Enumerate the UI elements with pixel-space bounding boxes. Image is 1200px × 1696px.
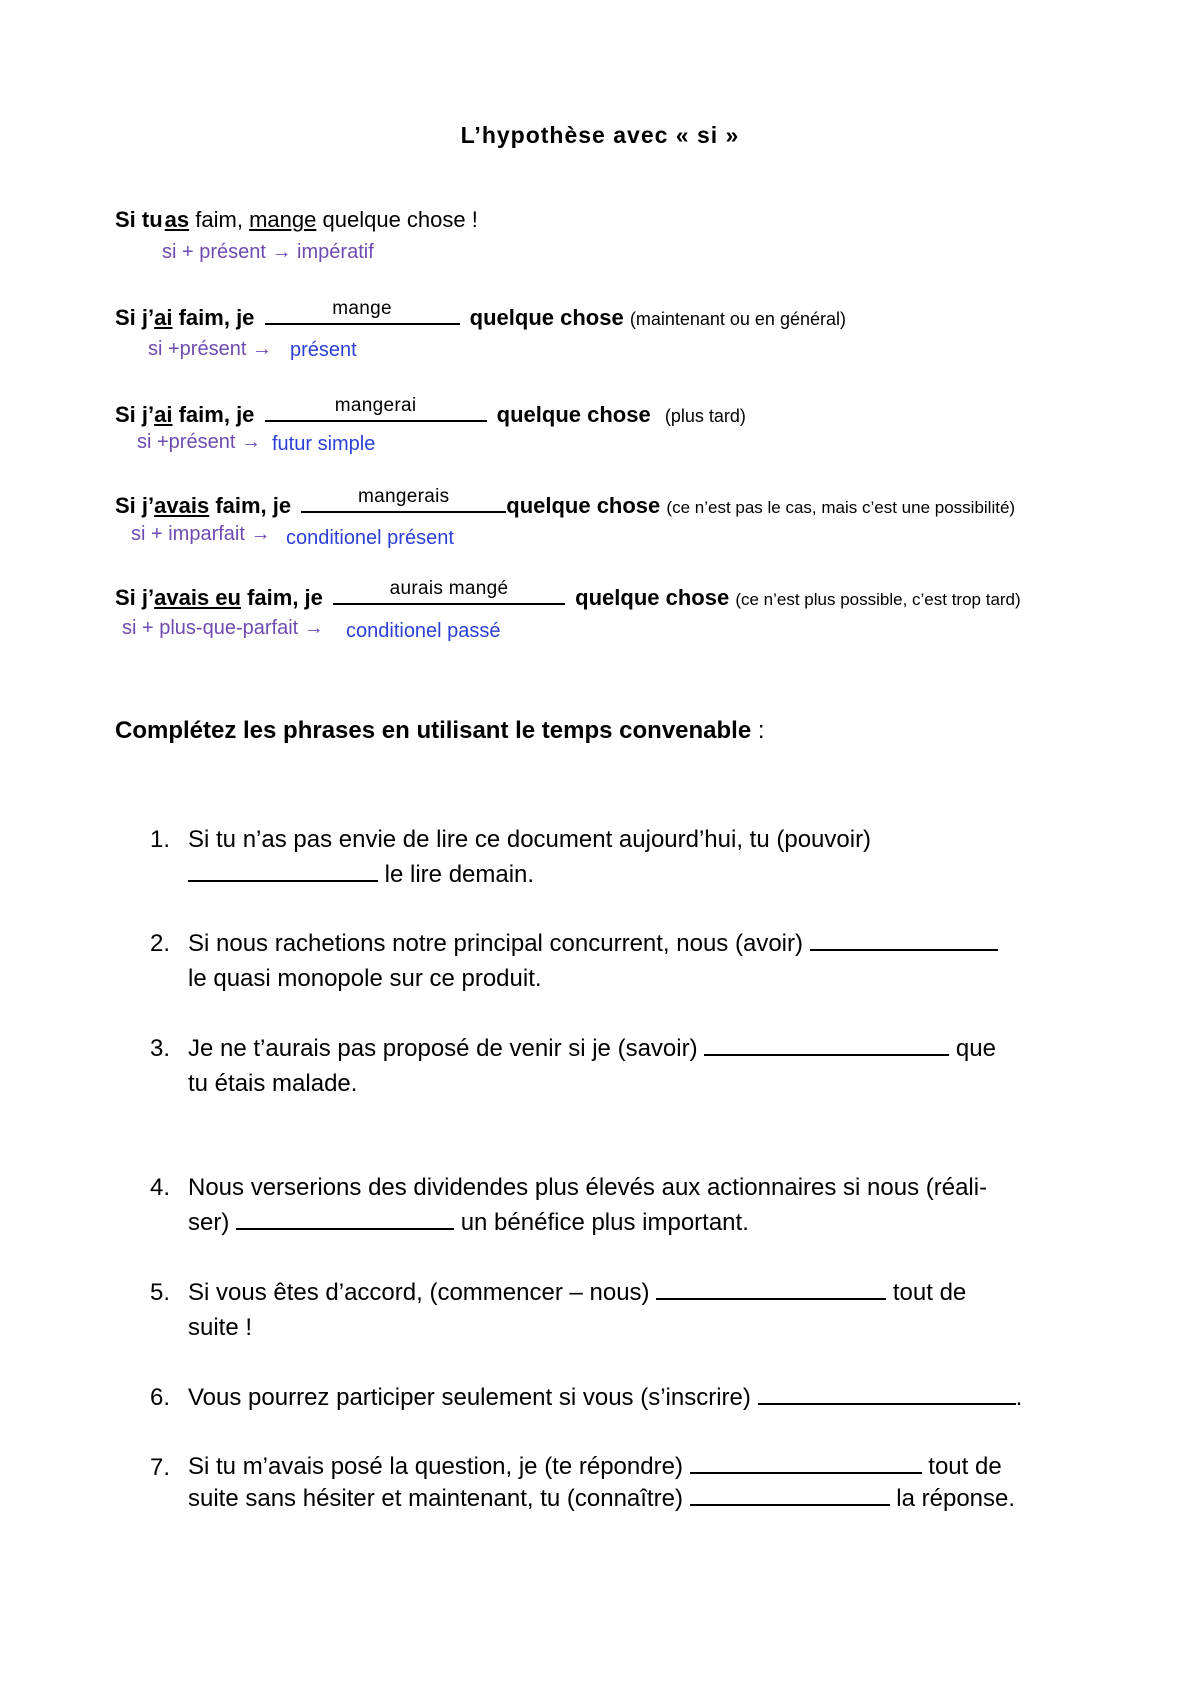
item-line-1: Si tu m’avais posé la question, je (te répondre) [188, 1453, 683, 1480]
item-line-1: Si vous êtes d’accord, (commencer – nous) [188, 1279, 650, 1306]
item-line-2: tu étais malade. [188, 1070, 358, 1097]
example-2-faim: faim, je [178, 305, 255, 330]
answer-blank-1[interactable] [188, 858, 378, 882]
item-line-2: le quasi monopole sur ce produit. [188, 965, 542, 992]
item-line-2: suite ! [188, 1314, 253, 1341]
example-1-si: Si tu [115, 207, 163, 232]
example-3-answer: mangerai [334, 395, 417, 416]
example-5-blank [333, 578, 565, 605]
example-1-faim: faim, [195, 207, 243, 232]
item-number: 1. [150, 826, 171, 853]
item-line-1-end: tout de [928, 1453, 1002, 1480]
example-5-note-a: si + plus-que-parfait → [122, 617, 324, 639]
example-3-comment: (plus tard) [664, 406, 746, 426]
example-4-verb: avais [154, 493, 210, 518]
item-number: 6. [150, 1384, 171, 1411]
example-3-verb: ai [154, 402, 173, 427]
example-3-rest: quelque chose [496, 402, 651, 427]
answer-blank-7a[interactable] [690, 1450, 922, 1474]
example-4-answer: mangerais [358, 486, 450, 507]
instruction-colon: : [757, 717, 765, 744]
example-5 [115, 578, 1021, 611]
answer-blank-2[interactable] [810, 927, 998, 951]
example-5-answer: aurais mangé [389, 578, 509, 599]
item-number: 4. [150, 1174, 171, 1201]
example-3 [115, 395, 746, 428]
example-5-faim: faim, je [247, 585, 323, 610]
answer-blank-7b[interactable] [690, 1482, 890, 1506]
example-4-blank [301, 486, 506, 513]
item-number: 7. [150, 1454, 171, 1481]
example-5-comment: (ce n’est plus possible, c’est trop tard) [735, 590, 1021, 609]
example-1-note: si + présent → impératif [162, 241, 374, 263]
item-line-1: Nous verserions des dividendes plus élevés aux actionnaires si nous (réali- [188, 1174, 988, 1201]
item-line-1-end: . [1015, 1384, 1023, 1411]
item-line-1: Vous pourrez participer seulement si vous (s’inscrire) [188, 1384, 751, 1411]
example-3-blank [265, 395, 487, 422]
exercise-instruction [115, 717, 765, 745]
example-3-note-b: futur simple [272, 433, 376, 455]
answer-blank-5[interactable] [656, 1276, 886, 1300]
item-number: 2. [150, 930, 171, 957]
item-line-1-end: que [955, 1035, 996, 1062]
item-number: 5. [150, 1279, 171, 1306]
item-number: 3. [150, 1035, 171, 1062]
example-4 [115, 486, 1016, 519]
example-5-note-b: conditionel passé [346, 620, 501, 642]
example-4-si: Si j’ [115, 493, 155, 518]
example-3-si: Si j’ [115, 402, 155, 427]
example-4-comment: (ce n’est pas le cas, mais c’est une possibilité) [666, 498, 1016, 517]
example-1-verb: as [164, 207, 190, 232]
item-line-1: Si tu n’as pas envie de lire ce document aujourd’hui, tu (pouvoir) [188, 826, 872, 853]
item-line-2: le lire demain. [384, 861, 535, 888]
item-line-1: Je ne t’aurais pas proposé de venir si je (savoir) [188, 1035, 698, 1062]
example-4-note-a: si + imparfait → [131, 523, 271, 545]
example-3-faim: faim, je [178, 402, 255, 427]
instruction-text: Complétez les phrases en utilisant le temps convenable [115, 717, 752, 744]
item-line-2: un bénéfice plus important. [460, 1209, 749, 1236]
example-2-note-b: présent [290, 339, 357, 361]
answer-blank-6[interactable] [758, 1381, 1016, 1405]
example-4-rest: quelque chose [506, 493, 661, 518]
example-1 [115, 207, 478, 233]
answer-blank-4[interactable] [236, 1206, 454, 1230]
example-2-si: Si j’ [115, 305, 155, 330]
example-2 [115, 298, 846, 331]
item-line-2-start: ser) [188, 1209, 230, 1236]
example-2-verb: ai [154, 305, 173, 330]
example-1-imperative: mange [249, 207, 317, 232]
answer-blank-3[interactable] [704, 1032, 949, 1056]
example-2-rest: quelque chose [469, 305, 624, 330]
example-2-blank [265, 298, 460, 325]
item-line-1: Si nous rachetions notre principal concurrent, nous (avoir) [188, 930, 803, 957]
example-2-note-a: si +présent → [148, 338, 272, 360]
page-title: L’hypothèse avec « si » [460, 122, 740, 148]
example-3-note-a: si +présent → [137, 431, 261, 453]
example-4-note-b: conditionel présent [286, 527, 454, 549]
example-2-comment: (maintenant ou en général) [629, 309, 846, 329]
example-5-rest: quelque chose [575, 585, 730, 610]
item-line-2: suite sans hésiter et maintenant, tu (connaître) [188, 1485, 683, 1512]
example-5-verb: avais eu [154, 585, 241, 610]
example-1-rest: quelque chose ! [322, 207, 478, 232]
item-line-1-end: tout de [892, 1279, 967, 1306]
example-4-faim: faim, je [215, 493, 292, 518]
item-line-2-end: la réponse. [896, 1485, 1016, 1512]
example-5-si: Si j’ [115, 585, 155, 610]
example-2-answer: mange [332, 298, 392, 319]
